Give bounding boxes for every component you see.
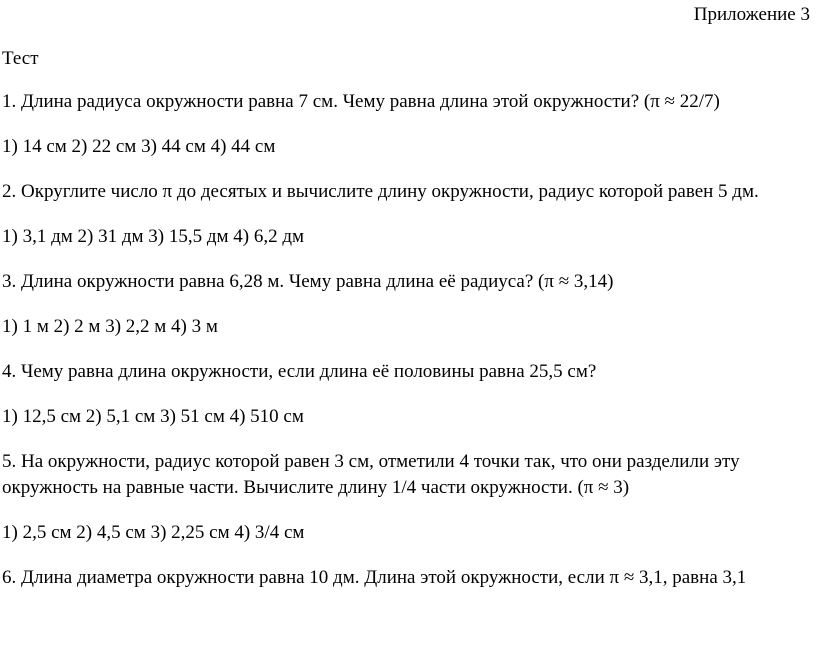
test-document xyxy=(2,48,802,610)
question-1: 1. Длина радиуса окружности равна 7 см. Чему равна длина этой окружности? (π ≈ 22/7) xyxy=(2,91,720,112)
question-5: 5. На окружности, радиус которой равен 3 см, отметили 4 точки так, что они разделили эту окружность на равные части. Вычислите длину 1/4 части окружности. (π ≈ 3) xyxy=(2,451,740,498)
answers-5: 1) 2,5 см 2) 4,5 см 3) 2,25 см 4) 3/4 см xyxy=(2,522,305,543)
answers-3: 1) 1 м 2) 2 м 3) 2,2 м 4) 3 м xyxy=(2,316,218,337)
question-2: 2. Округлите число π до десятых и вычислите длину окружности, радиус которой равен 5 дм. xyxy=(2,181,759,202)
question-6: 6. Длина диаметра окружности равна 10 дм. Длина этой окружности, если π ≈ 3,1, равна 3,1 xyxy=(2,567,747,588)
question-3: 3. Длина окружности равна 6,28 м. Чему равна длина её радиуса? (π ≈ 3,14) xyxy=(2,271,614,292)
answers-1: 1) 14 см 2) 22 см 3) 44 см 4) 44 см xyxy=(2,136,276,157)
test-title: Тест xyxy=(2,48,39,69)
appendix-label: Приложение 3 xyxy=(693,4,810,25)
answers-2: 1) 3,1 дм 2) 31 дм 3) 15,5 дм 4) 6,2 дм xyxy=(2,226,305,247)
question-4: 4. Чему равна длина окружности, если длина её половины равна 25,5 см? xyxy=(2,361,597,382)
answers-4: 1) 12,5 см 2) 5,1 см 3) 51 см 4) 510 см xyxy=(2,406,304,427)
